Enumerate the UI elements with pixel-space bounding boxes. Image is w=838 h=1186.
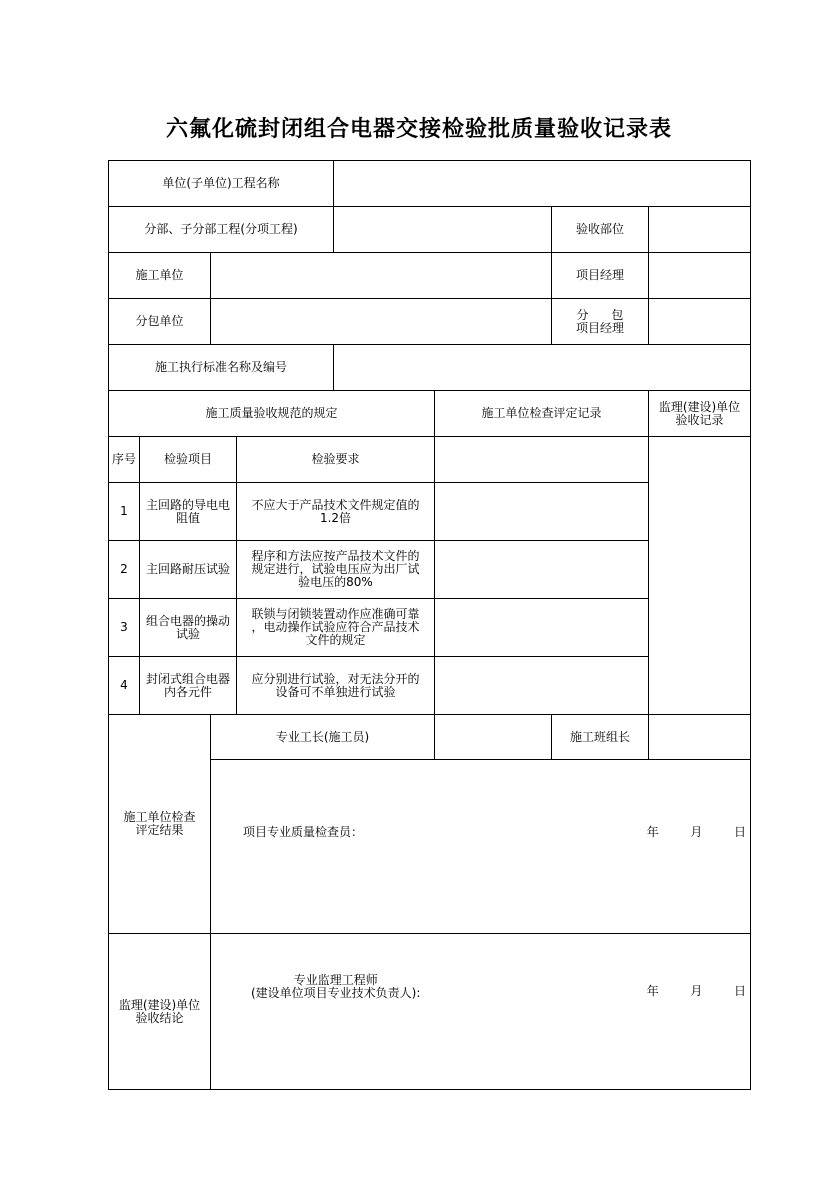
- construction-result-field[interactable]: [211, 760, 751, 934]
- sub-pm-label-line1: 分 包: [576, 307, 624, 322]
- supervision-engineer-label: 专业监理工程师 (建设单位项目专业技术负责人):: [251, 972, 421, 1000]
- item-name: 封闭式组合电器 内各元件: [140, 657, 237, 715]
- sub-pm-label: [552, 299, 649, 345]
- standard-field[interactable]: [334, 345, 751, 391]
- item-header: 检验项目: [140, 437, 237, 483]
- construction-unit-label: 施工单位: [109, 253, 211, 299]
- project-manager-field[interactable]: [649, 253, 751, 299]
- item-requirement: 应分别进行试验，对无法分开的 设备可不单独进行试验: [237, 657, 435, 715]
- sub-pm-field[interactable]: [649, 299, 751, 345]
- inspector-label: 项目专业质量检查员：: [243, 824, 364, 839]
- standard-label: 施工执行标准名称及编号: [109, 345, 334, 391]
- item-name: 主回路耐压试验: [140, 541, 237, 599]
- check-record-cell-0[interactable]: [435, 437, 649, 483]
- supervision-result-label: 监理(建设)单位 验收结论: [109, 934, 211, 1090]
- item-requirement: 联锁与闭锁装置动作应准确可靠 ，电动操作试验应符合产品技术 文件的规定: [237, 599, 435, 657]
- team-leader-field[interactable]: [649, 715, 751, 760]
- spec-header: 施工质量验收规范的规定: [109, 391, 435, 437]
- construction-unit-field[interactable]: [211, 253, 552, 299]
- supervision-header-line1: 监理(建设)单位: [658, 399, 741, 414]
- page-title: 六氟化硫封闭组合电器交接检验批质量验收记录表: [165, 116, 672, 142]
- requirement-header: 检验要求: [237, 437, 435, 483]
- item-check-record[interactable]: [435, 657, 649, 715]
- project-name-field[interactable]: [334, 161, 751, 207]
- project-name-label: 单位(子单位)工程名称: [109, 161, 334, 207]
- item-no: 4: [109, 657, 140, 715]
- item-no: 2: [109, 541, 140, 599]
- supervision-record-cell[interactable]: [649, 437, 751, 715]
- item-check-record[interactable]: [435, 483, 649, 541]
- check-record-header: 施工单位检查评定记录: [435, 391, 649, 437]
- inspection-record-table: [108, 160, 751, 1090]
- supervision-header: [649, 391, 751, 437]
- acceptance-part-label: 验收部位: [552, 207, 649, 253]
- item-name: 组合电器的操动 试验: [140, 599, 237, 657]
- subcontractor-field[interactable]: [211, 299, 552, 345]
- construction-result-label: 施工单位检查 评定结果: [109, 715, 211, 934]
- no-header: 序号: [109, 437, 140, 483]
- sub-pm-label-line2: 项目经理: [575, 320, 624, 335]
- inspection-date: 年 月 日: [646, 824, 746, 839]
- item-no: 1: [109, 483, 140, 541]
- item-name: 主回路的导电电 阻值: [140, 483, 237, 541]
- item-no: 3: [109, 599, 140, 657]
- item-check-record[interactable]: [435, 541, 649, 599]
- item-requirement: 不应大于产品技术文件规定值的 1.2倍: [237, 483, 435, 541]
- sub-project-label: 分部、子分部工程(分项工程): [109, 207, 334, 253]
- sub-project-field[interactable]: [334, 207, 552, 253]
- supervision-header-line2: 验收记录: [675, 412, 724, 427]
- item-check-record[interactable]: [435, 599, 649, 657]
- team-leader-label: 施工班组长: [552, 715, 649, 760]
- supervision-result-field[interactable]: [211, 934, 751, 1090]
- foreman-label: 专业工长(施工员): [211, 715, 435, 760]
- supervision-date: 年 月 日: [646, 983, 746, 998]
- item-requirement: 程序和方法应按产品技术文件的 规定进行，试验电压应为出厂试 验电压的80%: [237, 541, 435, 599]
- project-manager-label: 项目经理: [552, 253, 649, 299]
- foreman-field[interactable]: [435, 715, 552, 760]
- subcontractor-label: 分包单位: [109, 299, 211, 345]
- acceptance-part-field[interactable]: [649, 207, 751, 253]
